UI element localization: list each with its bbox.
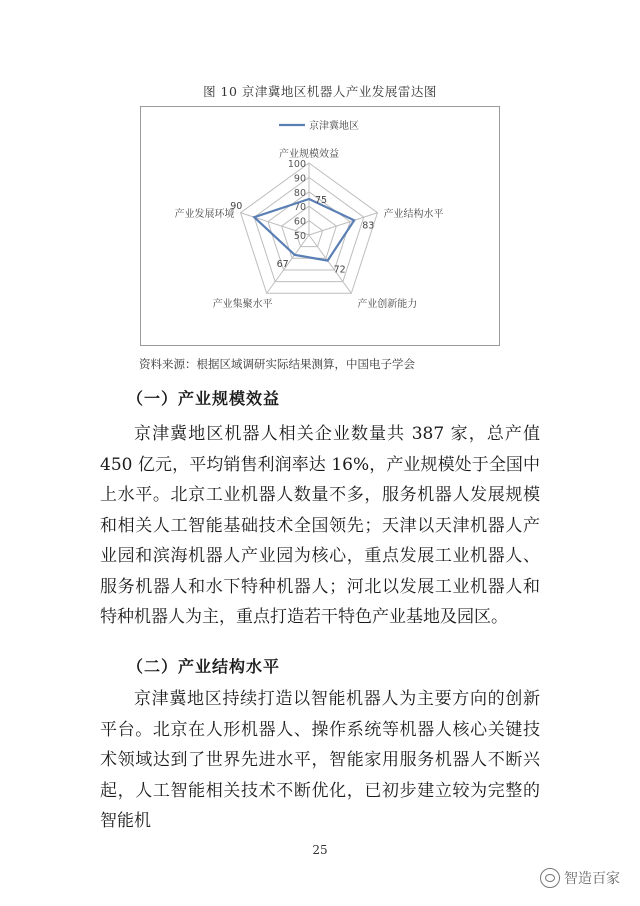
figure-title: 图 10 京津冀地区机器人产业发展雷达图 (203, 84, 437, 99)
section-heading-2: （二）产业结构水平 (127, 657, 281, 676)
section-paragraph-2: 京津冀地区持续打造以智能机器人为主要方向的创新平台。北京在人形机器人、操作系统等机器人核心关键技术领域达到了世界先进水平，智能家用服务机器人不断兴起，人工智能相关技术不断优化，已初步建立较为完整的智能机 (100, 689, 540, 831)
radar-scale-label: 50 (293, 231, 306, 242)
section-heading-1: （一）产业规模效益 (127, 389, 281, 408)
radar-scale-label: 100 (287, 159, 306, 170)
radar-scale-label: 80 (293, 187, 306, 199)
section-paragraph-1: 京津冀地区机器人相关企业数量共 387 家，总产值 450 亿元，平均销售利润率达 16%，产业规模处于全国中上水平。北京工业机器人数量不多，服务机器人发展规模和相关人工智能基础技术全国领先；天津以天津机器人产业园和滨海机器人产业园为核心，重点发展工业机器人、服务机器人和水下特种机器人；河北以发展工业机器人和特种机器人为主，重点打造若干特色产业基地及园区。 (100, 424, 540, 627)
radar-axis-label: 产业规模效益 (279, 149, 339, 160)
radar-axis-label: 产业发展环境 (174, 208, 235, 220)
radar-value-label: 75 (315, 195, 328, 206)
radar-value-label: 67 (276, 258, 289, 270)
wechat-icon (540, 868, 560, 888)
radar-scale-label: 90 (293, 173, 306, 185)
page-number: 25 (312, 843, 328, 857)
watermark-text: 智造百家 (564, 871, 620, 887)
radar-chart (140, 106, 500, 346)
watermark (540, 868, 620, 888)
radar-scale-label: 60 (293, 216, 306, 228)
radar-scale-label: 70 (293, 202, 306, 214)
radar-axis-label: 产业结构水平 (383, 208, 444, 220)
radar-axis-label: 产业集聚水平 (212, 299, 273, 311)
radar-value-label: 83 (362, 220, 375, 232)
figure-source: 资料来源：根据区域调研实际结果测算，中国电子学会 (139, 357, 415, 371)
radar-axis-label: 产业创新能力 (357, 299, 418, 311)
radar-legend-label: 京津冀地区 (309, 121, 359, 132)
radar-value-label: 72 (333, 264, 346, 276)
radar-value-label: 90 (230, 201, 243, 213)
radar-chart-svg (141, 107, 501, 347)
